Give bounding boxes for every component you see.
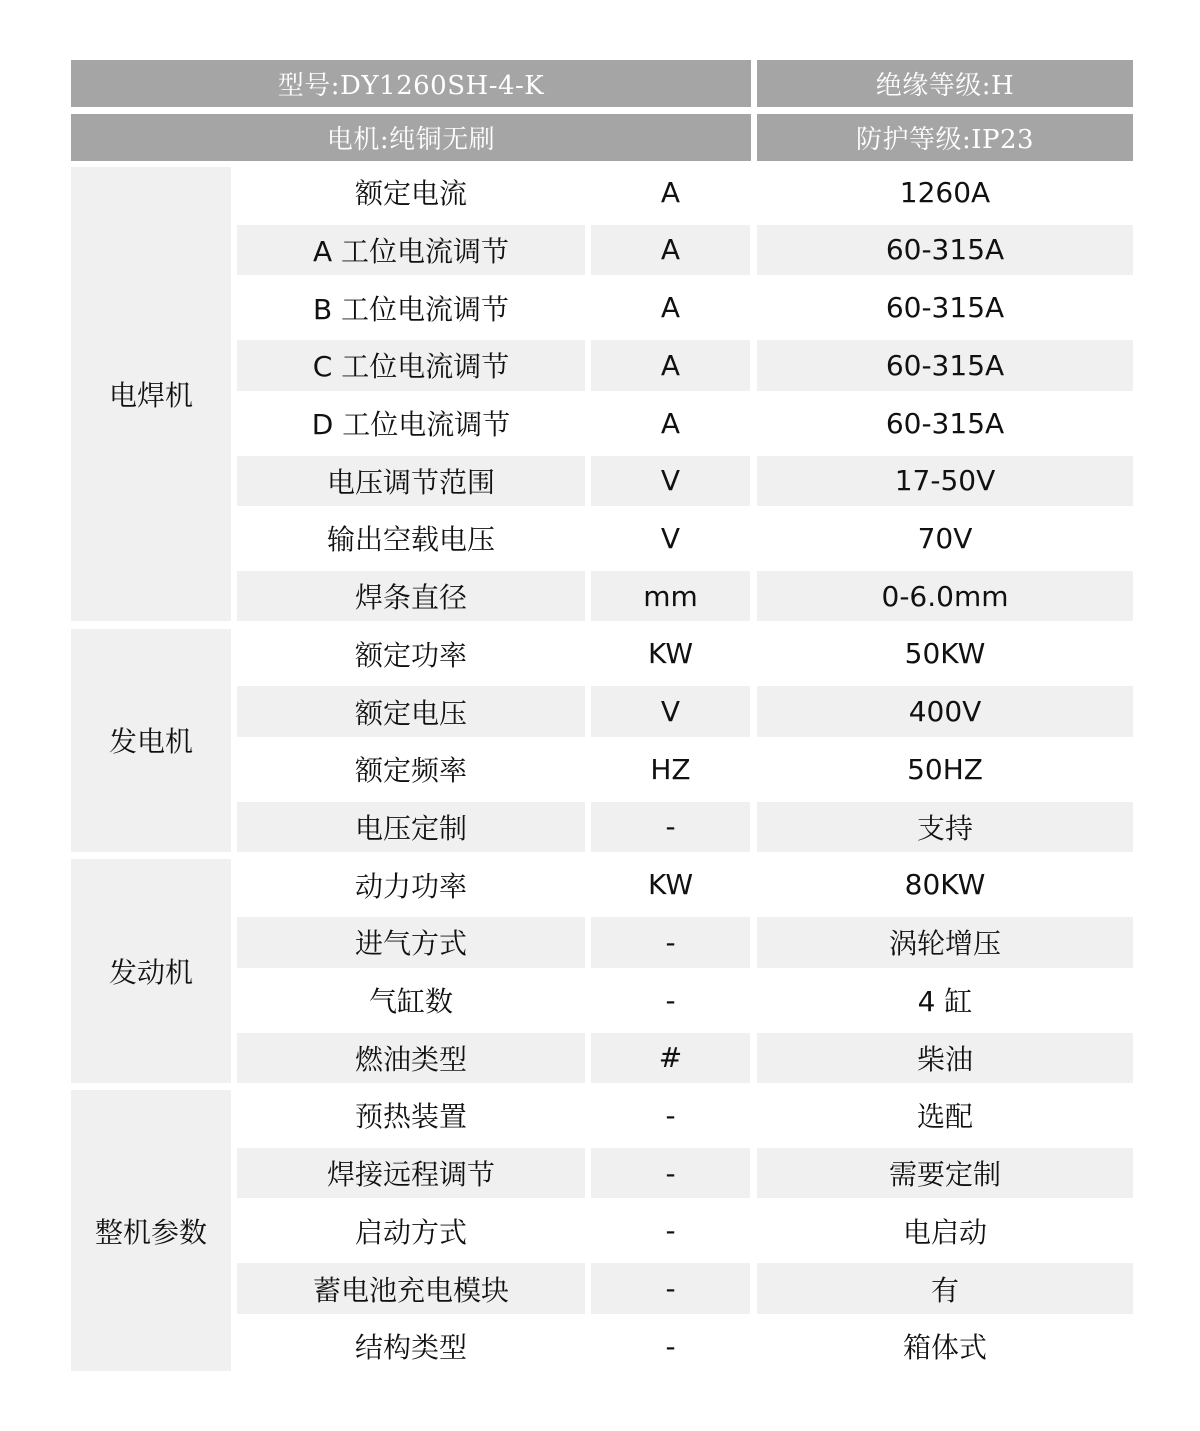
param-name: D 工位电流调节: [311, 408, 511, 442]
param-value: 60-315A: [885, 406, 1005, 440]
param-name: 焊条直径: [237, 571, 585, 622]
param-unit: -: [665, 1098, 676, 1132]
param-unit: -: [591, 802, 750, 853]
param-name: 电压调节范围: [237, 456, 585, 507]
param-value: 电启动: [902, 1215, 987, 1249]
param-value: 70V: [917, 521, 973, 555]
param-value: 有: [757, 1263, 1133, 1314]
param-name: 额定电压: [237, 686, 585, 737]
param-name: 焊接远程调节: [237, 1148, 585, 1199]
group-label: 发电机: [71, 629, 231, 853]
param-value: 60-315A: [757, 340, 1133, 391]
param-value: 支持: [757, 802, 1133, 853]
param-unit: A: [660, 175, 681, 209]
param-value: 涡轮增压: [757, 917, 1133, 968]
param-unit: -: [591, 917, 750, 968]
model-header: 型号:DY1260SH-4-K: [71, 60, 751, 107]
param-value: 箱体式: [902, 1331, 987, 1365]
param-name: C 工位电流调节: [237, 340, 585, 391]
param-unit: -: [665, 1329, 676, 1363]
param-unit: KW: [647, 868, 694, 902]
param-name: B 工位电流调节: [312, 292, 510, 326]
param-unit: A: [660, 291, 681, 325]
group-label: 整机参数: [71, 1090, 231, 1371]
protection-header: 防护等级:IP23: [757, 114, 1133, 161]
param-name: 额定频率: [354, 754, 467, 788]
param-value: 0-6.0mm: [757, 571, 1133, 622]
param-name: 额定电流: [354, 177, 467, 211]
param-name: 气缸数: [368, 985, 453, 1019]
param-unit: V: [591, 686, 750, 737]
param-unit: A: [660, 406, 681, 440]
param-name: 启动方式: [354, 1215, 467, 1249]
param-value: 400V: [757, 686, 1133, 737]
param-unit: HZ: [650, 752, 691, 786]
param-name: 额定功率: [354, 638, 467, 672]
insulation-header: 绝缘等级:H: [757, 60, 1133, 107]
group-label: 电焊机: [71, 167, 231, 621]
param-value: 60-315A: [885, 291, 1005, 325]
param-value: 选配: [916, 1100, 973, 1134]
param-value: 80KW: [904, 868, 986, 902]
param-name: 燃油类型: [237, 1033, 585, 1084]
group-label: 发动机: [71, 859, 231, 1083]
param-name: 预热装置: [354, 1100, 467, 1134]
param-unit: -: [665, 983, 676, 1017]
param-name: 动力功率: [354, 869, 467, 903]
param-value: 1260A: [899, 175, 991, 209]
param-value: 4 缸: [917, 985, 973, 1019]
param-value: 50HZ: [907, 752, 983, 786]
param-unit: -: [591, 1263, 750, 1314]
param-unit: #: [591, 1033, 750, 1084]
param-value: 60-315A: [757, 225, 1133, 276]
param-unit: -: [665, 1214, 676, 1248]
param-name: 输出空载电压: [326, 523, 495, 557]
param-value: 17-50V: [757, 456, 1133, 507]
param-name: A 工位电流调节: [237, 225, 585, 276]
param-unit: V: [591, 456, 750, 507]
param-name: 蓄电池充电模块: [237, 1263, 585, 1314]
param-unit: A: [591, 225, 750, 276]
motor-header: 电机:纯铜无刷: [71, 114, 751, 161]
param-name: 电压定制: [237, 802, 585, 853]
param-value: 需要定制: [757, 1148, 1133, 1199]
param-unit: A: [591, 340, 750, 391]
param-unit: KW: [647, 637, 694, 671]
param-name: 进气方式: [237, 917, 585, 968]
param-unit: mm: [591, 571, 750, 622]
param-unit: -: [591, 1148, 750, 1199]
param-name: 结构类型: [354, 1331, 467, 1365]
param-value: 柴油: [757, 1033, 1133, 1084]
param-value: 50KW: [904, 637, 986, 671]
param-unit: V: [660, 521, 681, 555]
